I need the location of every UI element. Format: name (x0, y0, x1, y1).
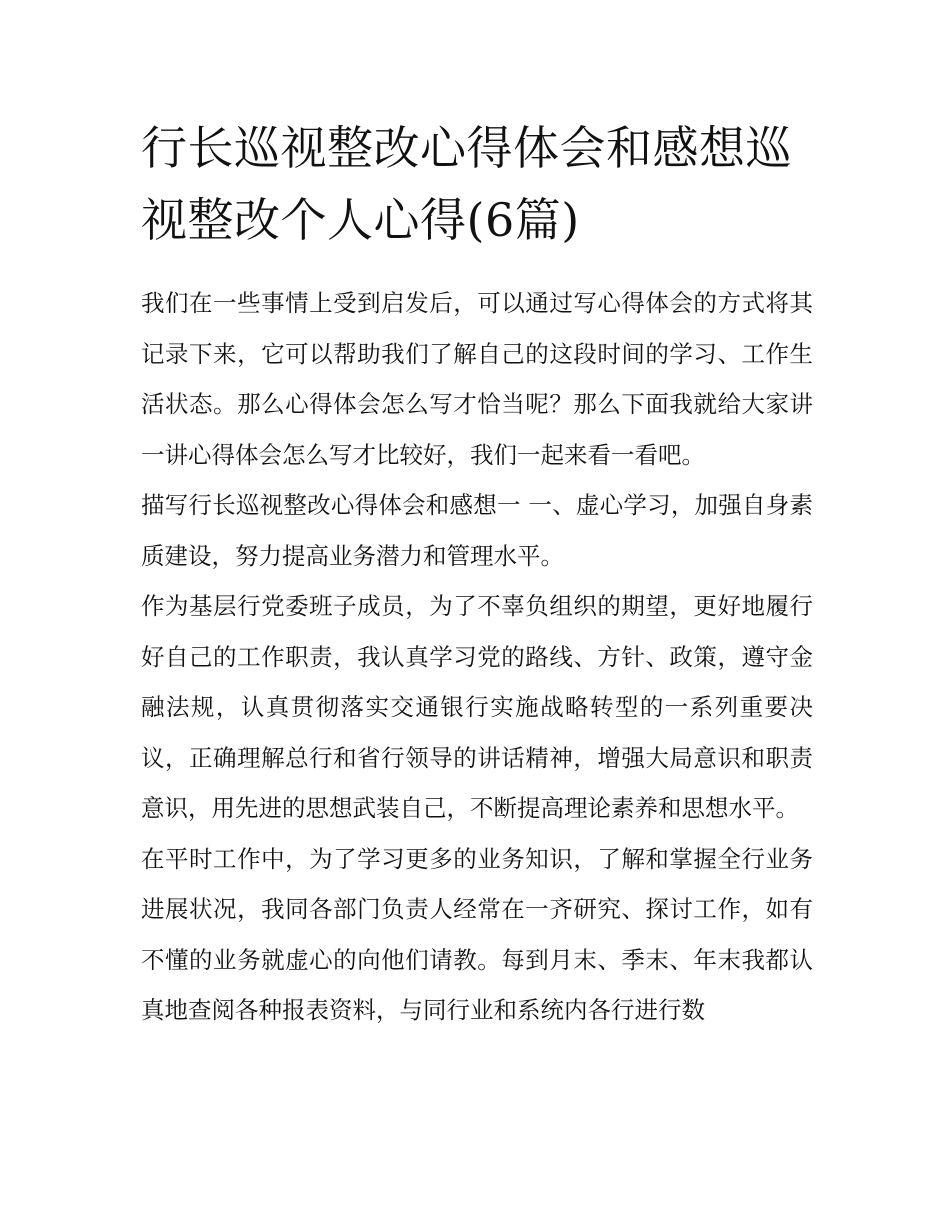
document-body (141, 278, 813, 1036)
paragraph-section-one: 描写行长巡视整改心得体会和感想一 一、虚心学习，加强自身素质建设，努力提高业务潜力和管理水平。 (141, 491, 813, 570)
paragraph-study: 作为基层行党委班子成员，为了不辜负组织的期望，更好地履行好自己的工作职责，我认真学习党的路线、方针、政策，遵守金融法规，认真贯彻落实交通银行实施战略转型的一系列重要决议，正确理解总行和省行领导的讲话精神，增强大局意识和职责意识，用先进的思想武装自己，不断提高理论素养和思想水平。 (141, 592, 813, 822)
document-content (141, 112, 813, 1036)
paragraph-work: 在平时工作中，为了学习更多的业务知识，了解和掌握全行业务进展状况，我同各部门负责人经常在一齐研究、探讨工作，如有不懂的业务就虚心的向他们请教。每到月末、季末、年末我都认真地查阅各种报表资料，与同行业和系统内各行进行数 (141, 844, 813, 1024)
document-title: 行长巡视整改心得体会和感想巡视整改个人心得(6篇) (141, 121, 792, 247)
paragraph-intro: 我们在一些事情上受到启发后，可以通过写心得体会的方式将其记录下来，它可以帮助我们了解自己的这段时间的学习、工作生活状态。那么心得体会怎么写才恰当呢？那么下面我就给大家讲一讲心得体会怎么写才比较好，我们一起来看一看吧。 (141, 289, 813, 469)
